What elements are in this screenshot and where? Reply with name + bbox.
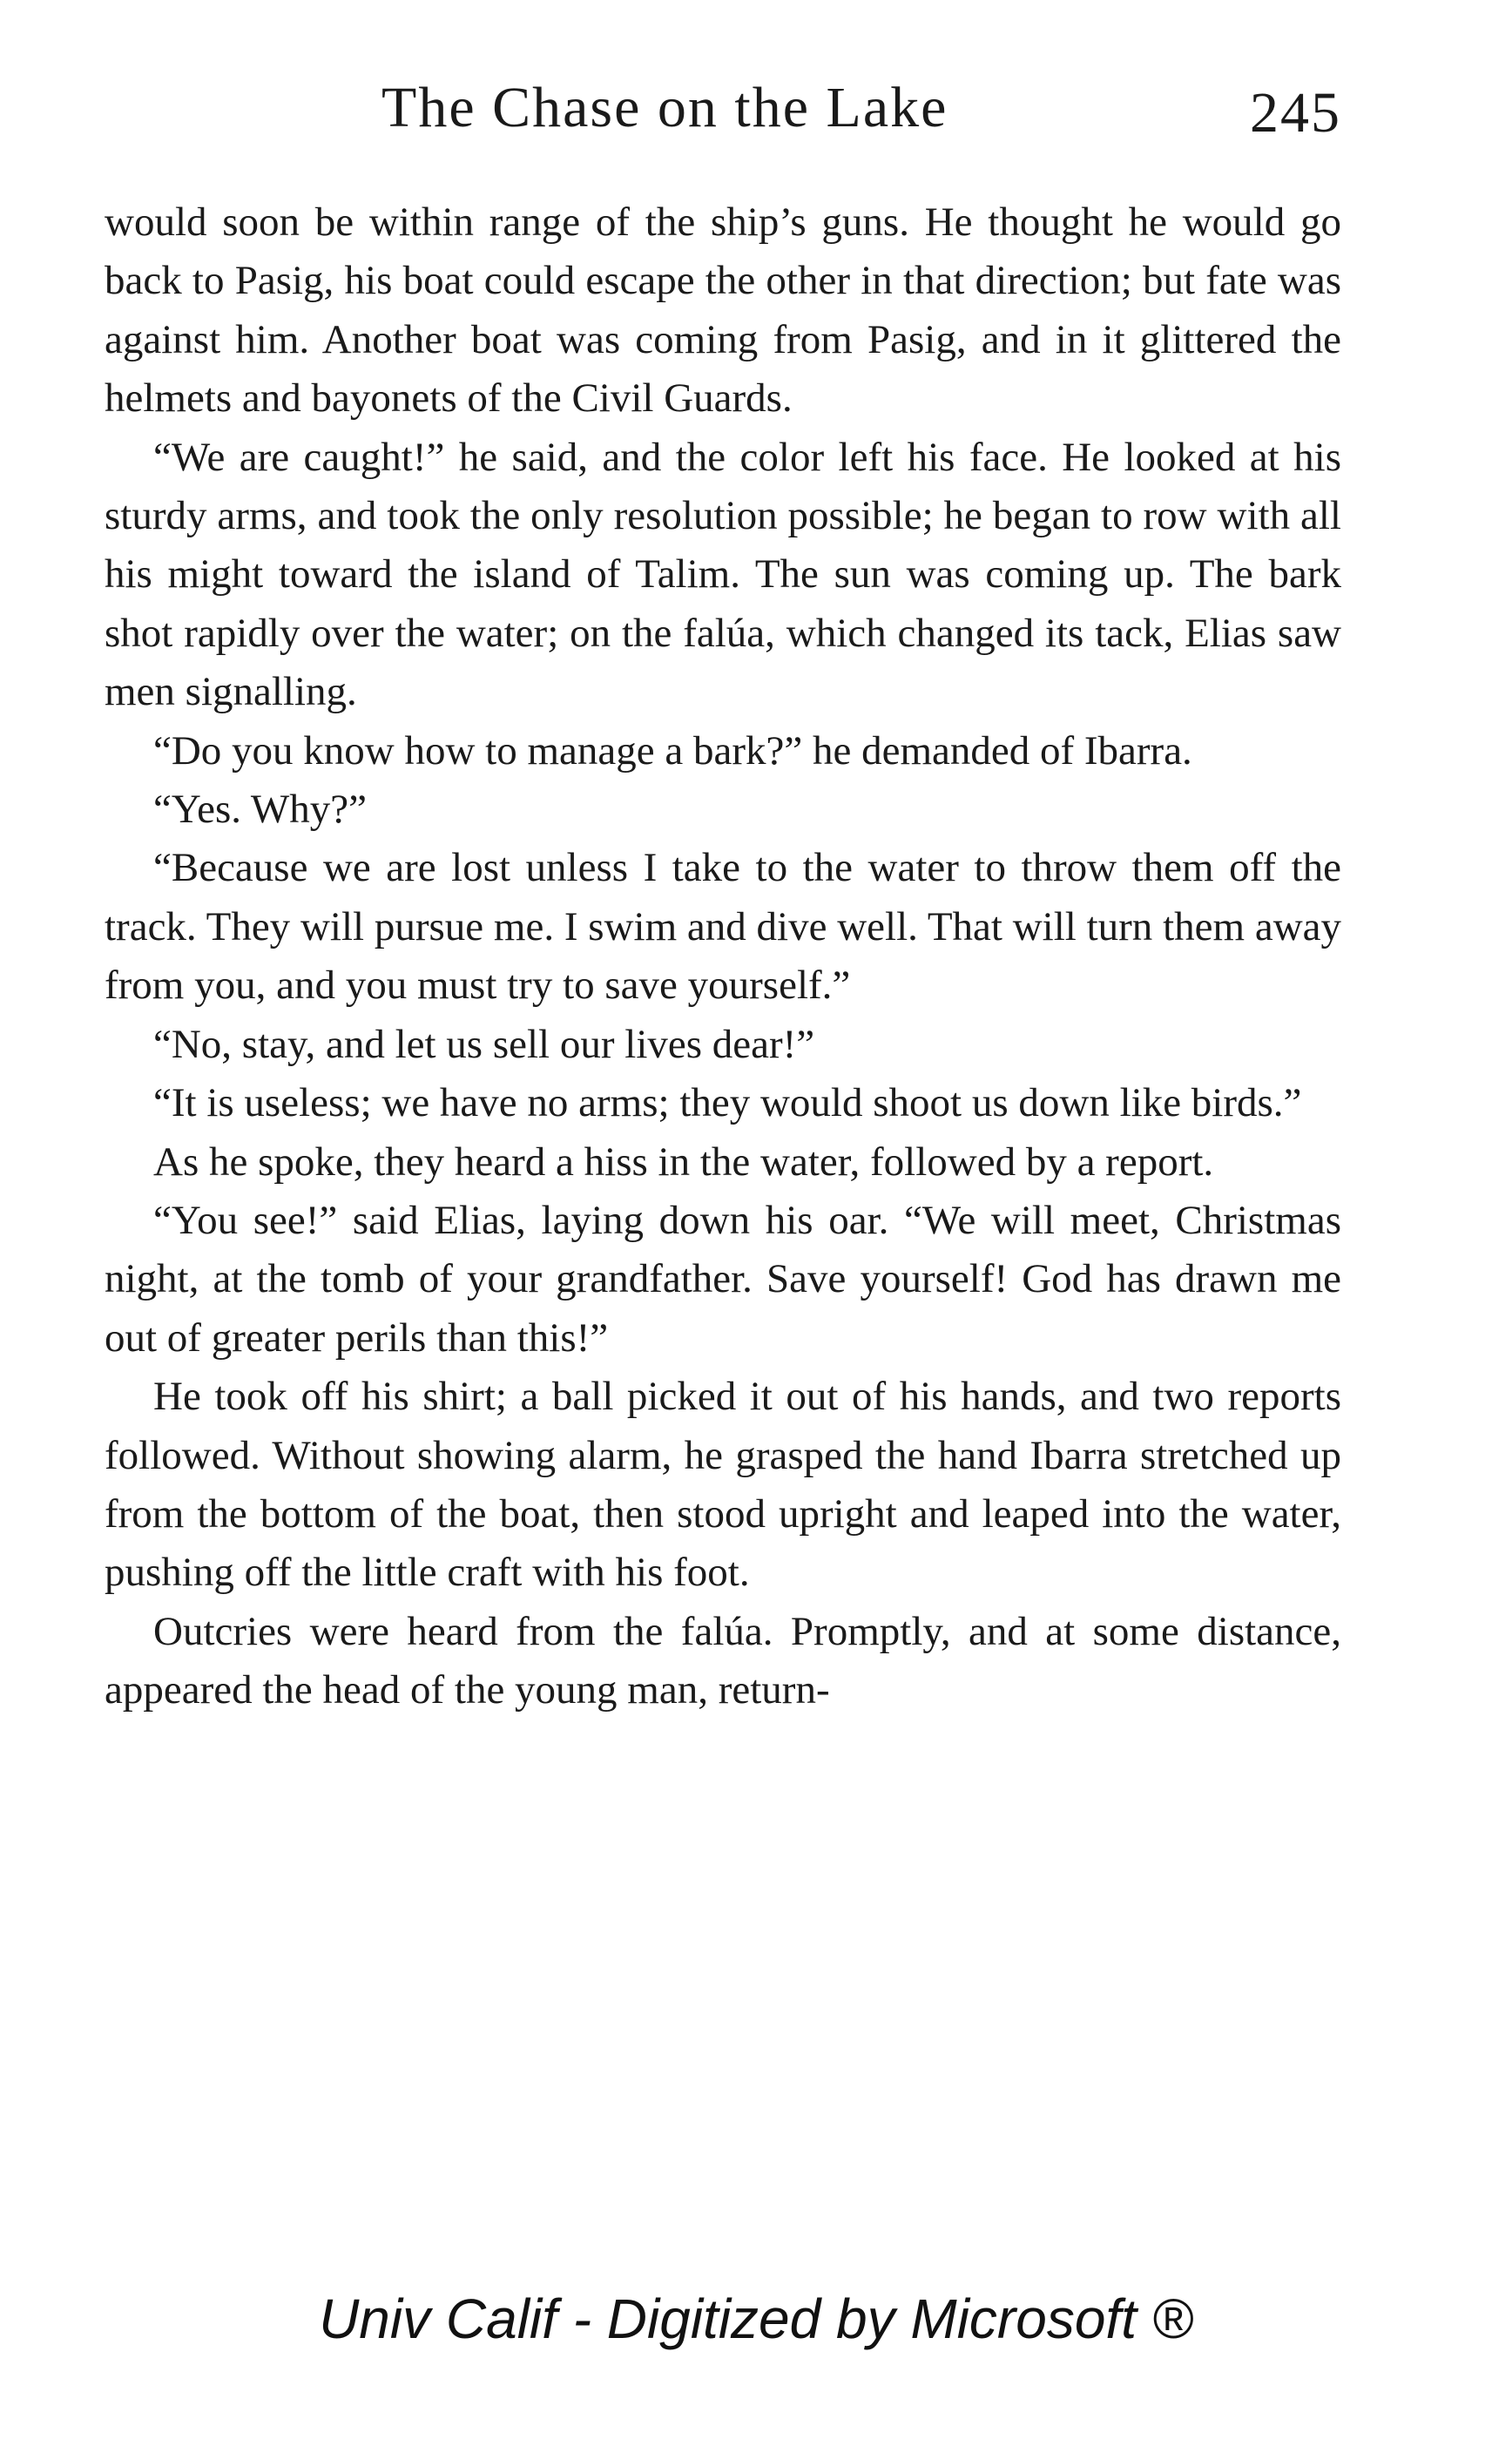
body-text: [105, 193, 1341, 1720]
paragraph: “No, stay, and let us sell our lives dear!”: [153, 1021, 815, 1067]
paragraph: As he spoke, they heard a hiss in the water, followed by a report.: [153, 1139, 1214, 1185]
running-title: The Chase on the Lake: [381, 76, 948, 139]
paragraph: He took off his shirt; a ball picked it out of his hands, and two reports followed. Without showing alarm, he grasped the hand Ibarra stretched up from the bottom of the boat, then stood upright and leaped into the water, pushing off the little craft with his foot.: [105, 1374, 1341, 1596]
paragraph: “We are caught!” he said, and the color left his face. He looked at his sturdy arms, and took the only resolution possible; he began to row with all his might toward the island of Talim. The sun was coming up. The bark shot rapidly over the water; on the falúa, which changed its tack, Elias saw men signalling.: [105, 434, 1341, 715]
paragraph: “Because we are lost unless I take to the water to throw them off the track. They will pursue me. I swim and dive well. That will turn them away from you, and you must try to save yourself.”: [105, 845, 1341, 1009]
paragraph: Outcries were heard from the falúa. Promptly, and at some distance, appeared the head of the young man, return-: [105, 1608, 1341, 1713]
page-header: [105, 75, 1341, 153]
digitization-watermark: [0, 2287, 1512, 2351]
paragraph: “You see!” said Elias, laying down his oar. “We will meet, Christmas night, at the tomb of your grandfather. Save yourself! God has drawn me out of greater perils than this!”: [105, 1197, 1341, 1361]
paragraph: “Do you know how to manage a bark?” he demanded of Ibarra.: [153, 727, 1192, 774]
paragraph: “It is useless; we have no arms; they would shoot us down like birds.”: [153, 1080, 1302, 1126]
paragraph: “Yes. Why?”: [153, 787, 367, 833]
watermark-text: Univ Calif - Digitized by Microsoft ®: [319, 2287, 1193, 2350]
page-number: 245: [1250, 81, 1341, 145]
paragraph: would soon be within range of the ship’s guns. He thought he would go back to Pasig, his boat could escape the other in that direction; but fate was against him. Another boat was coming from Pasig, and in it glittered the helmets and bayonets of the Civil Guards.: [105, 199, 1341, 422]
